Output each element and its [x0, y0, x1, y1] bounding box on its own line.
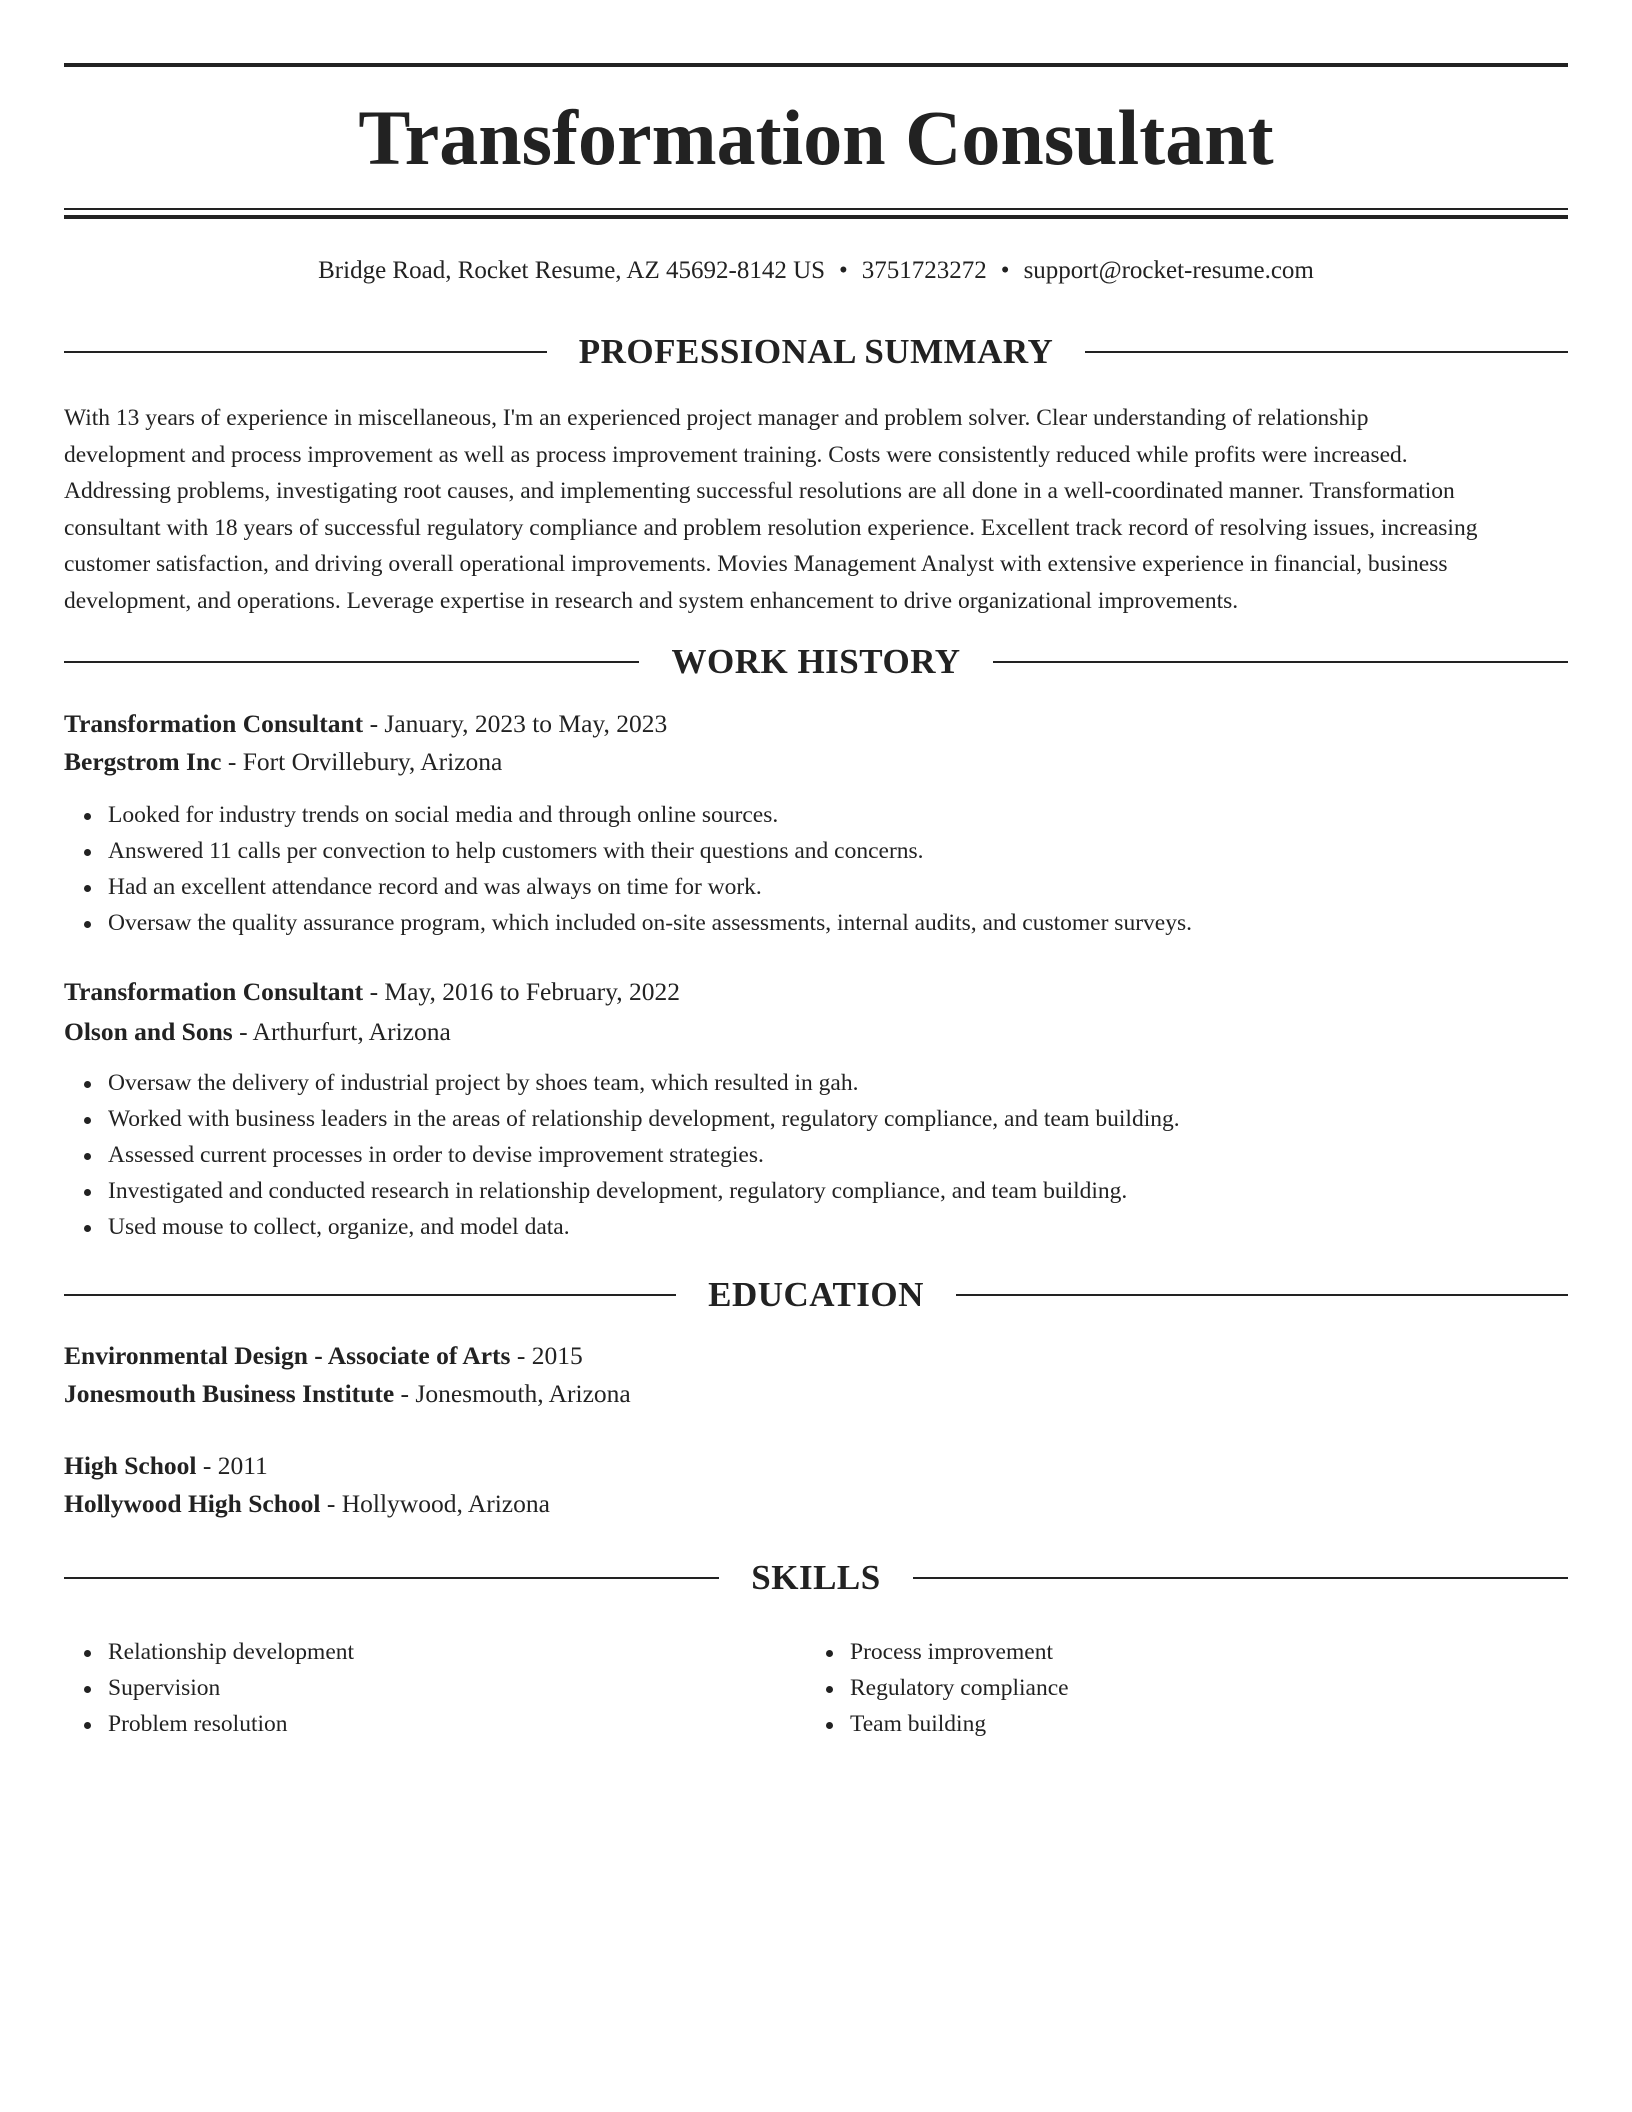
job-bullet: Investigated and conducted research in relationship development, regulatory compliance, and team building. — [108, 1173, 1568, 1209]
degree-name: High School — [64, 1451, 197, 1480]
title-rule-thick — [64, 215, 1568, 219]
job-company-line — [64, 744, 1568, 780]
job-dates: - January, 2023 to May, 2023 — [363, 709, 668, 738]
job-company: Olson and Sons — [64, 1017, 233, 1046]
summary-line: Addressing problems, investigating root causes, and implementing successful resolutions are all done in a well-coordinated manner. Transformation — [64, 478, 1455, 505]
summary-text — [64, 400, 1568, 620]
school-name: Hollywood High School — [64, 1489, 321, 1518]
summary-heading: PROFESSIONAL SUMMARY — [578, 332, 1054, 371]
top-rule — [64, 63, 1568, 67]
skill-item: Relationship development — [108, 1634, 354, 1670]
summary-line: development, and operations. Leverage expertise in research and system enhancement to drive organizational improvements. — [64, 587, 1239, 614]
skills-heading: SKILLS — [751, 1558, 881, 1597]
job-bullet: Worked with business leaders in the areas of relationship development, regulatory compliance, and team building. — [108, 1101, 1568, 1137]
section-rule — [64, 351, 547, 353]
work-section-header — [64, 640, 1568, 684]
skill-item: Process improvement — [850, 1634, 1069, 1670]
section-rule — [1085, 351, 1568, 353]
summary-section-header — [64, 330, 1568, 374]
skills-list-right — [850, 1634, 1069, 1742]
education-heading: EDUCATION — [708, 1275, 924, 1314]
section-rule — [64, 661, 639, 663]
contact-email: support@rocket-resume.com — [1023, 257, 1314, 284]
education-section-header — [64, 1273, 1568, 1317]
school-line — [64, 1376, 1568, 1412]
skill-item: Regulatory compliance — [850, 1670, 1069, 1706]
section-rule — [913, 1577, 1568, 1579]
job-bullet: Used mouse to collect, organize, and model data. — [108, 1209, 1568, 1245]
job-role: Transformation Consultant — [64, 977, 364, 1006]
job-company-line — [64, 1014, 1568, 1050]
job-bullet: Assessed current processes in order to devise improvement strategies. — [108, 1137, 1568, 1173]
contact-address: Bridge Road, Rocket Resume, AZ 45692-8142 US — [318, 257, 826, 284]
school-location: - Jonesmouth, Arizona — [394, 1379, 631, 1408]
summary-line: consultant with 18 years of successful regulatory compliance and problem resolution experience. Excellent track record of resolving issues, increasing — [64, 514, 1478, 541]
resume-title: Transformation Consultant — [358, 94, 1274, 181]
degree-year: - 2011 — [196, 1451, 268, 1480]
skills-section-header — [64, 1556, 1568, 1600]
degree-name: Environmental Design - Associate of Arts — [64, 1341, 511, 1370]
section-rule — [64, 1294, 676, 1296]
school-name: Jonesmouth Business Institute — [64, 1379, 395, 1408]
section-rule — [956, 1294, 1568, 1296]
job-bullet: Answered 11 calls per convection to help customers with their questions and concerns. — [108, 833, 1568, 869]
job-dates: - May, 2016 to February, 2022 — [363, 977, 680, 1006]
job-title-line — [64, 706, 1568, 742]
work-heading: WORK HISTORY — [671, 642, 961, 681]
job-role: Transformation Consultant — [64, 709, 364, 738]
summary-line: With 13 years of experience in miscellaneous, I'm an experienced project manager and problem solver. Clear understanding of relationship — [64, 405, 1369, 431]
contact-separator: • — [1000, 257, 1010, 284]
section-rule — [64, 1577, 719, 1579]
job-bullet: Looked for industry trends on social media and through online sources. — [108, 797, 1568, 833]
job-bullets — [108, 1065, 1568, 1245]
school-location: - Hollywood, Arizona — [320, 1489, 550, 1518]
job-bullet: Oversaw the quality assurance program, which included on-site assessments, internal audits, and customer surveys. — [108, 905, 1568, 941]
summary-line: development and process improvement as well as process improvement training. Costs were consistently reduced while profits were increased. — [64, 441, 1408, 468]
degree-line — [64, 1338, 1568, 1374]
skill-item: Supervision — [108, 1670, 354, 1706]
job-title-line — [64, 974, 1568, 1010]
contact-separator: • — [839, 257, 848, 284]
degree-year: - 2015 — [510, 1341, 583, 1370]
contact-line — [64, 255, 1568, 287]
contact-phone: 3751723272 — [861, 257, 987, 284]
summary-line: customer satisfaction, and driving overall operational improvements. Movies Management Analyst with extensive experience in financial, business — [64, 551, 1448, 578]
skills-list-left — [108, 1634, 354, 1742]
skill-item: Problem resolution — [108, 1706, 354, 1742]
job-company: Bergstrom Inc — [64, 747, 222, 776]
job-bullets — [108, 797, 1568, 941]
job-location: - Arthurfurt, Arizona — [232, 1017, 451, 1046]
title-rule-thin — [64, 208, 1568, 210]
job-location: - Fort Orvillebury, Arizona — [221, 747, 503, 776]
job-bullet: Oversaw the delivery of industrial project by shoes team, which resulted in gah. — [108, 1065, 1568, 1101]
degree-line — [64, 1448, 1568, 1484]
skill-item: Team building — [850, 1706, 1069, 1742]
section-rule — [993, 661, 1568, 663]
job-bullet: Had an excellent attendance record and was always on time for work. — [108, 869, 1568, 905]
school-line — [64, 1486, 1568, 1522]
